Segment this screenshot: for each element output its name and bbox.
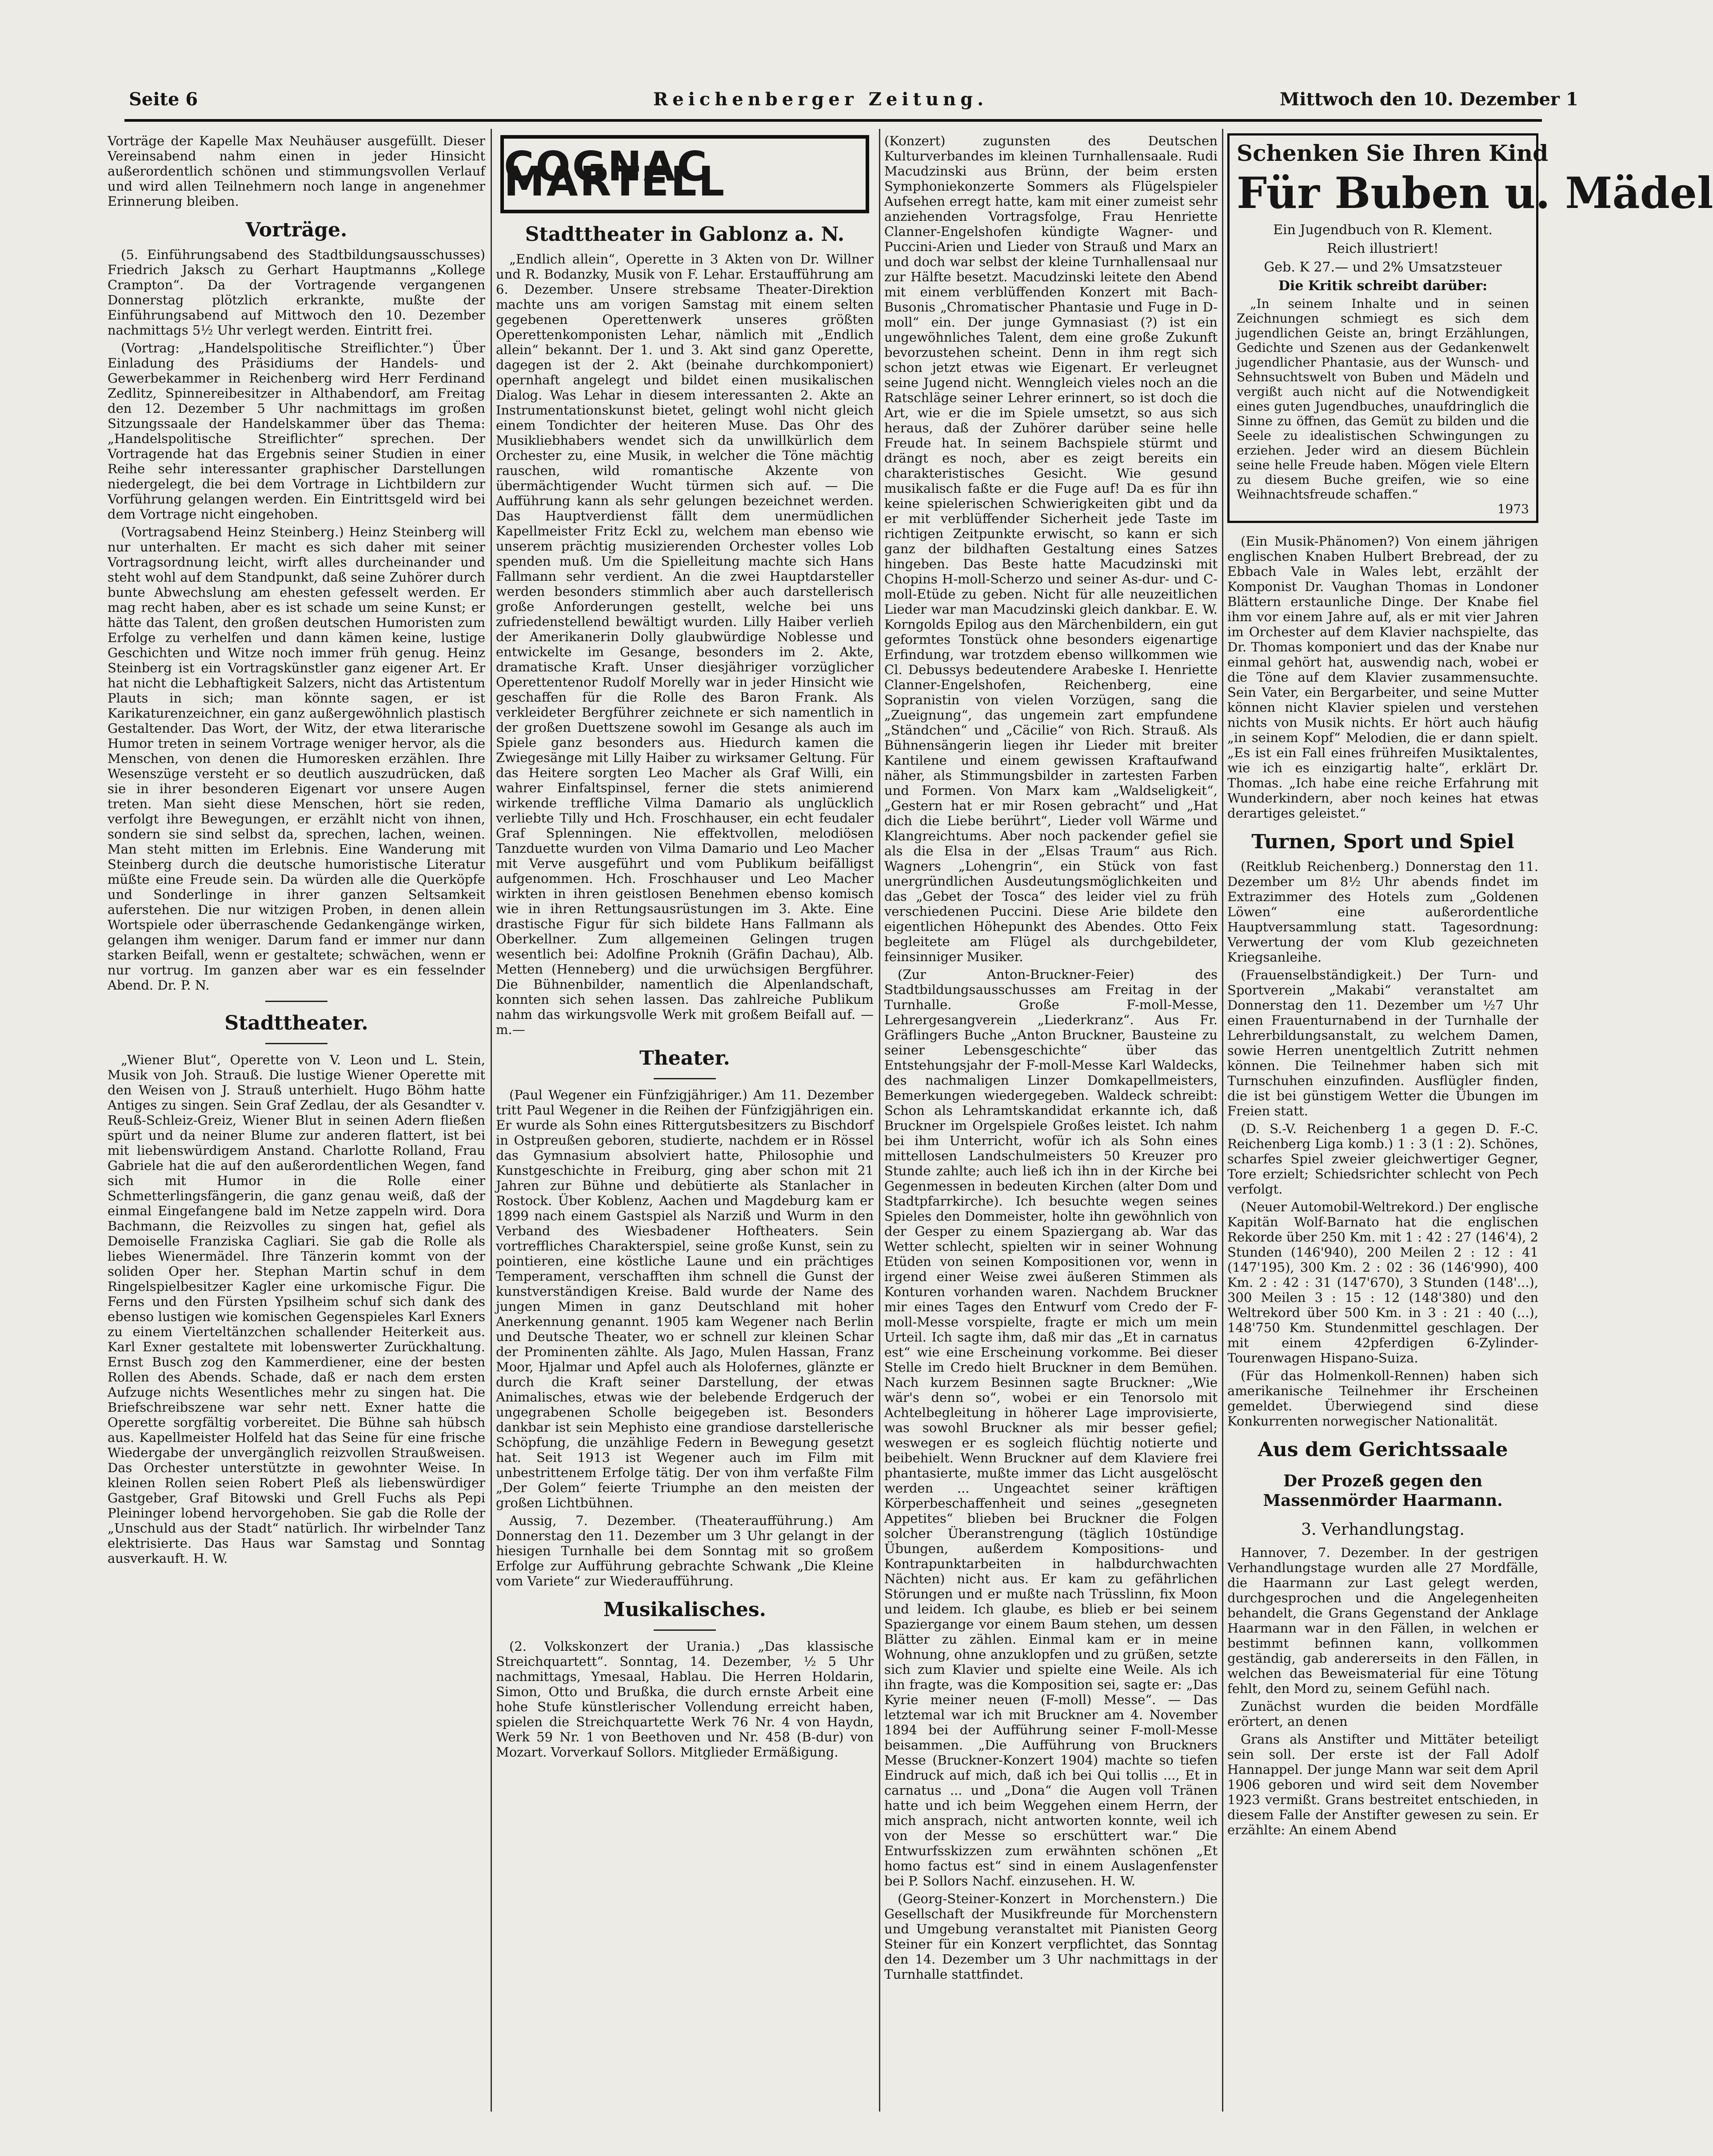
article-text: Hannover, 7. Dezember. In der gestrigen Verhandlungstage wurden alle 27 Mordfälle, die Haarmann zur Last gelegt werden, durchgesprochen und die Angelegenheiten behandelt, die Grans Gegenstand der Anklage Haarmann war in den Fällen, in welchen er bestimmt befinnen kann, vollkommen geständig, gab andererseits in den Fällen, in welchen das Beweismaterial für eine Tötung fehlt, den Mord zu, seinem Gefühl nach. [1227,1545,1538,1696]
article-text: (Paul Wegener ein Fünfzigjähriger.) Am 11. Dezember tritt Paul Wegener in die Reihen der Fünfzigjährigen ein. Er wurde als Sohn eines Rittergutsbesitzers zu Bischdorf in Ostpreußen geboren, studierte, nachdem er in Rössel das Gymnasium absolviert hatte, Philosophie und Kunstgeschichte in Freiburg, ging aber schon mit 21 Jahren zur Bühne und debütierte als Stanlacher in Rostock. Über Koblenz, Aachen und Magdeburg kam er 1899 nach einem Gastspiel als Narziß und Wurm in den Verband des Wiesbadener Hoftheaters. Sein vortreffliches Charakterspiel, seine große Kunst, sein zu pointieren, eine köstliche Laune und ein prächtiges Temperament, verschafften ihm schnell die Gunst der kunstverständigen Kreise. Bald wurde der Name des jungen Mimen in ganz Deutschland mit hoher Anerkennung genannt. 1905 kam Wegener nach Berlin und Deutsche Theater, wo er schnell zur kleinen Schar der Prominenten zählte. Als Jago, Mulen Hassan, Franz Moor, Hjalmar und Apfel auch als Holofernes, glänzte er durch die Kraft seiner Darstellung, der etwas Animalisches, etwas wie der belebende Erdgeruch der ungegrabenen Scholle beigegeben ist. Besonders dankbar ist sein Mephisto eine grandiose darstellerische Schöpfung, die unzählige Federn in Bewegung gesetzt hat. Seit 1913 ist Wegener auch im Film mit unbestrittenem Erfolge tätig. Der von ihm verfaßte Film „Der Golem“ feierte Triumphe an den meisten der großen Lichtbühnen. [496,1087,874,1510]
article-text: (Frauenselbständigkeit.) Der Turn- und Sportverein „Makabi“ veranstaltet am Donnerstag den 11. Dezember um ½7 Uhr einen Frauenturnabend in der Turnhalle der Lehrerbildungsanstalt, zu welchem Damen, sowie Herren unentgeltlich Zutritt nehmen können. Die Teilnehmer haben sich mit Turnschuhen einzufinden. Ausflügler finden, die ist bei günstigem Wetter die Übungen im Freien statt. [1227,967,1538,1118]
ad-title: Für Buben u. Mädel [1237,168,1713,218]
article-text: (Ein Musik-Phänomen?) Von einem jährigen englischen Knaben Hulbert Brebread, der zu Ebbach Vale in Wales lebt, erzählt der Komponist Dr. Vaughan Thomas in Londoner Blättern erstaunliche Dinge. Der Knabe fiel ihm vor einem Jahre auf, als er mit vier Jahren im Orchester auf dem Klavier nachspielte, das Dr. Thomas komponiert und das der Knabe nur einmal gehört hat, auswendig nach, wobei er die Töne auf dem Klavier zusammensuchte. Sein Vater, ein Bergarbeiter, und seine Mutter können nicht Klavier spielen und verstehen nichts von Musik nichts. Er hört auch häufig „in seinem Kopf“ Melodien, die er dann spielt. „Es ist ein Fall eines frühreifen Musiktalentes, wie ich es einzigartig halte“, erklärt Dr. Thomas. „Ich habe eine reiche Erfahrung mit Wunderkindern, aber noch keines hat etwas derartiges geleistet.“ [1227,534,1538,821]
article-text: Vorträge der Kapelle Max Neuhäuser ausgefüllt. Dieser Vereinsabend nahm einen in jeder Hinsicht außerordentlich schönen und stimmungsvollen Verlauf und wird allen Teilnehmern noch lange in angenehmer Erinnerung bleiben. [108,133,485,209]
page-number: Seite 6 [129,89,198,110]
cognac-martell-advertisement: COGNAC MARTELL [500,135,869,213]
ad-review: „In seinem Inhalte und in seinen Zeichnungen schmiegt es sich dem jugendlichen Geiste an, bringt Erzählungen, Gedichte und Szenen aus der Gedankenwelt jugendlicher Phantasie, aus der Wunsch- und Sehnsuchtswelt von Buben und Mädeln und vergißt auch nicht auf die Notwendigkeit eines guten Jugendbuches, unaufdringlich die Sinne zu öffnen, das Gemüt zu bilden und die Seele zu idealistischen Schwingungen zu erziehen. Jeder wird an diesem Büchlein seine helle Freude haben. Mögen viele Eltern zu diesem Buche greifen, wie so eine Weihnachtsfreude schaffen.“ [1237,296,1529,502]
article-text: (Zur Anton-Bruckner-Feier) des Stadtbildungsausschusses am Freitag in der Turnhalle. Große F-moll-Messe, Lehrergesangverein „Liederkranz“. Aus Fr. Gräflingers Buche „Anton Bruckner, Bausteine zu seiner Lebensgeschichte“ über das Entstehungsjahr der F-moll-Messe Karl Waldecks, des nachmaligen Linzer Domkapellmeisters, Bemerkungen wiedergegeben. Waldeck schreibt: Schon als Lehramtskandidat erkannte ich, daß Bruckner im Orgelspiele Großes leistet. Ich nahm bei ihm Unterricht, wofür ich als Sohn eines mittellosen Landschulmeisters 50 Kreuzer pro Stunde zahlte; auch ließ ich ihn in der Kirche bei Gegenmessen in bedeuten Kirchen (alter Dom und Stadtpfarrkirche). Ich besuchte wegen seines Spieles den Dommeister, holte ihn gewöhnlich von der Gesper zu einem Spaziergang ab. War das Wetter schlecht, spielten wir in seiner Wohnung Etüden von seinen Kompositionen vor, wenn in irgend einer Weise zwei äußeren Stimmen als Konturen vorhanden waren. Nachdem Bruckner mir eines Tages den Entwurf vom Credo der F-moll-Messe vorspielte, fragte er mich um mein Urteil. Ich sagte ihm, daß mir das „Et in carnatus est“ wie eine Erscheinung vorkomme. Bei dieser Stelle im Credo hielt Bruckner in dem Bemühen. Nach kurzem Besinnen sagte Bruckner: „Wie wär's denn so“, wobei er ein Tenorsolo mit Achtelbegleitung in höherer Lage improvisierte, was sowohl Bruckner als mir besser gefiel; weswegen er es sogleich flüchtig notierte und beibehielt. Wenn Bruckner auf dem Klaviere frei phantasierte, mußte immer das Licht ausgelöscht werden ... Ungeachtet seiner kräftigen Körperbeschaffenheit und seines „gesegneten Appetites“ blieben bei Bruckner die Folgen solcher Überanstrengung (täglich 10stündige Übungen, außerdem Kompositions- und Kontrapunktarbeiten in halbdurchwachten Nächten) nicht aus. Er kam zu gefährlichen Störungen und er mußte nach Trüsslinn, fix Moon und leidem. Ich glaube, es blieb er bei seinem Spaziergange vor einem Baum stehen, um dessen Blätter zu zählen. Einmal kam er in meine Wohnung, ohne anzuklopfen und zu grüßen, setzte sich zum Klavier und spielte eine Weile. Als ich ihn fragte, was die Komposition sei, sagte er: „Das Kyrie meiner neuen (F-moll) Messe“. — Das letztemal war ich mit Bruckner am 4. November 1894 bei der Aufführung seiner F-moll-Messe beisammen. „Die Aufführung von Bruckners Messe (Bruckner-Konzert 1904) machte so tiefen Eindruck auf mich, daß ich bei Qui tollis ..., Et in carnatus ... und „Dona“ die Augen voll Tränen hatte und ich beim Weggehen einem Herrn, der mich ansprach, nicht antworten konnte, weil ich von der Messe so erschüttert war.“ Die Entwurfsskizzen zum erwähnten schönen „Et homo factus est“ sind in einem Auslagenfenster bei P. Sollors Nachf. einzusehen. H. W. [884,967,1218,1888]
ad-code: 1973 [1497,502,1529,516]
issue-date: Mittwoch den 10. Dezember 1 [1280,89,1578,110]
ad-headline: Schenken Sie Ihren Kind [1237,140,1549,166]
divider [265,1001,327,1002]
section-heading-gerichtssaal: Aus dem Gerichtssaale [1258,1438,1508,1461]
header-rule [124,119,1542,122]
column-divider [879,129,880,2112]
article-text: Grans als Anstifter und Mittäter beteiligt sein soll. Der erste ist der Fall Adolf Hannappel. Der junge Mann war seit dem April 1906 geboren und wird seit dem November 1923 vermißt. Grans bestreitet entschieden, in diesem Falle der Anstifter gewesen zu sein. Er erzählte: An einem Abend [1227,1732,1538,1837]
article-text: (Reitklub Reichenberg.) Donnerstag den 11. Dezember um 8½ Uhr abends findet im Extrazimmer des Hotels zum „Goldenen Löwen“ eine außerordentliche Hauptversammlung statt. Tagesordnung: Verwertung der vom Klub gezeichneten Kriegsanleihe. [1227,859,1538,965]
divider [654,1629,716,1631]
article-text: „Wiener Blut“, Operette von V. Leon und L. Stein, Musik von Joh. Strauß. Die lustige Wiener Operette mit den Weisen von J. Strauß unterhielt. Hugo Böhm hatte Antiges zu singen. Sein Graf Zedlau, der als Gesandter v. Reuß-Schleiz-Greiz, Wiener Blut in seinen Adern fließen spürt und da neiner Blume zur anderen flattert, ist bei mit liebenswürdigem Anstand. Charlotte Rolland, Frau Gabriele hat die auf den außerordentlichen Wegen, fand sich mit Humor in die Rolle einer Schmetterlingsfängerin, die ganz genau weiß, daß der einmal Eingefangene bald im Netze zappeln wird. Dora Bachmann, die Reizvolles zu singen hat, gefiel als Demoiselle Franziska Cagliari. Sie gab die Rolle als liebes Wienermädel. Ihre Tänzerin kommt von der soliden Oper her. Stephan Martin schuf in dem Ringelspielbesitzer Kagler eine urkomische Figur. Die Ferns und den Fürsten Ypsilheim schuf sich dank des ebenso lustigen wie komischen Gegenspieles Karl Exners zu einem Vierteltänzchen schallender Heiterkeit aus. Karl Exner gestaltete mit lobenswerter Zurückhaltung. Ernst Busch zog den Kammerdiener, eine der besten Rollen des Abends. Schade, daß er nach dem ersten Aufzuge nichts Wesentliches mehr zu singen hat. Die Briefschreibszene war sehr nett. Exner hatte die Operette sorgfältig vorbereitet. Die Bühne sah hübsch aus. Kapellmeister Holfeld hat das Seine für eine frische Wiedergabe der unvergänglich reizvollen Straußweisen. Das Orchester unterstützte in gewohnter Weise. In kleinen Rollen seien Robert Pleß als liebenswürdiger Gastgeber, Graf Bitowski und Grell Fuchs als Pepi Pleininger lobend hervorgehoben. Sie gab die Rolle der „Unschuld aus der Stadt“ natürlich. Ihr wirbelnder Tanz elektrisierte. Das Haus war Samstag und Sonntag ausverkauft. H. W. [108,1052,485,1566]
article-text: (5. Einführungsabend des Stadtbildungsausschusses) Friedrich Jaksch zu Gerhart Hauptmanns „Kollege Crampton“. Da der Vortragende vergangenen Donnerstag plötzlich erkrankte, mußte der Einführungsabend auf Mittwoch den 10. Dezember nachmittags 5½ Uhr verlegt werden. Eintritt frei. [108,247,485,338]
section-heading-theater: Theater. [639,1047,730,1070]
article-text: (Vortragsabend Heinz Steinberg.) Heinz Steinberg will nur unterhalten. Er macht es sich daher mit seiner Vortragsordnung leicht, wirft alles durcheinander und steht wohl auf dem Standpunkt, daß seine Zuhörer durch bunte Abwechslung am ehesten gefesselt werden. Er mag recht haben, aber es ist schade um seine Kunst; er hätte das Talent, den großen deutschen Humoristen zum Erfolge zu verhelfen und dann kämen keine, lustige Geschichten und Witze noch immer früh genug. Heinz Steinberg ist ein Vortragskünstler ganz eigener Art. Er hat nicht die Lebhaftigkeit Salzers, nicht das Artistentum Plauts in sich; man könnte sagen, er ist Karikaturenzeichner, ein ganz außergewöhnlich plastisch Gestaltender. Das Wort, der Witz, der etwa literarische Humor treten in seinem Vortrage weniger hervor, als die Menschen, von denen die Humoresken erzählen. Ihre Wesenszüge versteht er so deutlich auszudrücken, daß sie in ihrer besonderen Eigenart vor unsere Augen treten. Man sieht diese Menschen, hört sie reden, verfolgt ihre Bewegungen, er erzählt nicht von ihnen, sondern sie sind selbst da, sprechen, lachen, weinen. Man steht mitten im Erlebnis. Eine Wanderung mit Steinberg durch die deutsche humoristische Literatur müßte eine Freude sein. Da würden alle die Querköpfe und Sonderlinge in ihrer ganzen Seltsamkeit auferstehen. Die nur witzigen Proben, in denen allein Wortspiele oder überraschende Gedankengänge wirken, gelangen ihm weniger. Darum fand er immer nur dann starken Beifall, wenn er gestaltete; schwächen, wenn er nur vortrug. Im ganzen aber war es ein fesselnder Abend. Dr. P. N. [108,524,485,993]
section-heading-musikalisches: Musikalisches. [603,1598,767,1621]
divider [654,1078,716,1079]
ad-price: Geb. K 27.— und 2% Umsatzsteuer [1264,260,1502,275]
section-heading-vortraege: Vorträge. [245,219,347,241]
ad-illustrated: Reich illustriert! [1327,241,1439,256]
article-text: (Georg-Steiner-Konzert in Morchenstern.) Die Gesellschaft der Musikfreunde für Morchenstern und Umgebung veranstaltet mit Pianisten Georg Steiner für ein Konzert verpflichtet, das Sonntag den 14. Dezember um 3 Uhr nachmittags in der Turnhalle stattfindet. [884,1891,1218,1982]
divider [265,1043,327,1044]
article-text: (Konzert) zugunsten des Deutschen Kulturverbandes im kleinen Turnhallensaale. Rudi Macudzinski aus Brünn, der beim ersten Symphoniekonzerte Sommers als Flügelspieler Aufsehen erregt hatte, kam mit einer zumeist sehr anziehenden Vortragsfolge, Frau Henriette Clanner-Engelshofen kündigte Wagner- und Puccini-Arien und Lieder von Strauß und Marx an und doch war selbst der kleine Turnhallensaal nur zur Hälfte besetzt. Macudzinski leitete den Abend mit einem verblüffenden Konzert mit Bach-Busonis „Chromatischer Phantasie und Fuge in D-moll“ ein. Der junge Gymnasiast (?) ist ein ungewöhnliches Talent, dem eine große Zukunft bevorzustehen scheint. Denn in ihm regt sich schon jetzt etwas wie Eigenart. Er verleugnet seine Jugend nicht. Wenngleich vieles noch an die Ratschläge seiner Lehrer erinnert, so ist doch die Art, wie er die im Spiele umsetzt, so aus sich heraus, daß der Zuhörer darüber seine helle Freude hat. In seinem Bachspiele stürmt und drängt es noch, aber es zeigt bereits ein charakteristisches Gesicht. Wie gesund musikalisch faßte er die Fuge auf! Da es für ihn keine spielerischen Schwierigkeiten gibt und da er mit verblüffender Sicherheit jede Taste im richtigen Zeitpunkte erwischt, so kann er sich ganz der bildhaften Gestaltung eines Satzes hingeben. Das Beste hatte Macudzinski mit Chopins H-moll-Scherzo und seiner As-dur- und C-moll-Etüde zu geben. Nicht für alle neuzeitlichen Lieder war man Macudzinski gleich dankbar. E. W. Korngolds Epilog aus den Märchenbildern, ein gut geformtes Tonstück ohne besonders eigenartige Erfindung, war trotzdem ebenso willkommen wie Cl. Debussys bedeutendere Arabeske I. Henriette Clanner-Engelshofen, Reichenberg, eine Sopranistin von vielen Vorzügen, sang die „Zueignung“, das ungemein zart empfundene „Ständchen“ und „Cäcilie“ von Rich. Strauß. Als Bühnensängerin liegen ihr Lieder mit breiter Kantilene und einem gewissen Kraftaufwand näher, als Stimmungsbilder in zartesten Farben und Formen. Von Marx kam „Waldseligkeit“, „Gestern hat er mir Rosen gebracht“ und „Hat dich die Liebe berührt“, Lieder voll Wärme und Klangreichtums. Aber noch packender gefiel sie als die Elsa in der „Elsas Traum“ aus Rich. Wagners „Lohengrin“, ein Stück von fast unergründlichen Ausdeutungsmöglichkeiten und das „Gebet der Tosca“ des leider viel zu früh verschiedenen Puccini. Diese Arie bildete den eigentlichen Höhepunkt des Abendes. Otto Feix begleitete am Flügel als durchgebildeter, feinsinniger Musiker. [884,133,1218,964]
column-2 [496,133,874,2129]
section-heading-sport: Turnen, Sport und Spiel [1251,830,1514,853]
column-3 [884,133,1218,2129]
article-text: Zunächst wurden die beiden Mordfälle erörtert, an denen [1227,1699,1538,1729]
column-divider [491,129,492,2112]
article-heading-haarmann: Der Prozeß gegen den Massenmörder Haarmann. [1263,1472,1503,1510]
article-text: (D. S.-V. Reichenberg 1 a gegen D. F.-C. Reichenberg Liga komb.) 1 : 3 (1 : 2). Schönes, scharfes Spiel zweier gleichwertiger Gegner, Tore erzielt; Schiedsrichter schlecht von Pech verfolgt. [1227,1121,1538,1197]
article-text: „Endlich allein“, Operette in 3 Akten von Dr. Willner und R. Bodanzky, Musik von F. Lehar. Erstaufführung am 6. Dezember. Unsere strebsame Theater-Direktion machte uns am vorigen Samstag mit einem selten gegebenen Operettenwerk unseres größten Operettenkomponisten Lehar, nämlich mit „Endlich allein“ bekannt. Der 1. und 3. Akt sind ganz Operette, dagegen ist der 2. Akt (beinahe durchkomponiert) opernhaft angelegt und bildet einen musikalischen Dialog. Was Lehar in diesem interessanten 2. Akte an Instrumentationskunst bietet, gelingt wohl nicht gleich einem Tondichter der heiteren Muse. Das Ohr des Musikliebhabers wendet sich da unwillkürlich dem Orchester zu, eine Musik, in welcher die Töne mächtig rauschen, wild romantische Akzente von übermächtigender Wucht türmen sich auf. — Die Aufführung kann als sehr gelungen bezeichnet werden. Das Hauptverdienst fällt dem unermüdlichen Kapellmeister Fritz Eckl zu, welchem man ebenso wie unserem prächtig musizierenden Orchester volles Lob spenden muß. Um die Spielleitung machte sich Hans Fallmann sehr verdient. An die zwei Hauptdarsteller werden besonders stimmlich aber auch darstellerisch große Anforderungen gestellt, welche bei uns zufriedenstellend bewältigt wurden. Lilly Haiber verlieh der Amerikanerin Dolly glaubwürdige Noblesse und entwickelte im Gesange, besonders im 2. Akte, dramatische Kraft. Unser diesjähriger vorzüglicher Operettentenor Rudolf Morelly war in jeder Hinsicht wie geschaffen für die Rolle des Baron Frank. Als verkleideter Bergführer zeichnete er sich namentlich in der großen Duettszene sowohl im Gesange als auch im Spiele ganz besonders aus. Hiedurch kamen die Zwiegesänge mit Lilly Haiber zu wirksamer Geltung. Für das Heitere sorgten Leo Macher als Graf Willi, ein wahrer Einfaltspinsel, ferner die stets animierend wirkende treffliche Vilma Damario als unglücklich verliebte Tilly und Hch. Froschhauser, ein echt feudaler Graf Splenningen. Nie effektvollen, melodiösen Tanzduette wurden von Vilma Damario und Leo Macher mit Verve ausgeführt und vom Publikum beifälligst aufgenommen. Hch. Froschhauser und Leo Macher wirkten in ihren geistlosen Benehmen ebenso komisch wie in ihren Rettungsausrüstungen im 3. Akte. Eine drastische Figur für sich bildete Hans Fallmann als Oberkellner. Zum allgemeinen Gelingen trugen wesentlich bei: Adolfine Proknih (Gräfin Dachau), Alb. Metten (Henneberg) und die urwüchsigen Bergführer. Die Bühnenbilder, namentlich die Alpenlandschaft, konnten sich sehen lassen. Das zahlreiche Publikum nahm das wirkungsvolle Werk mit großem Beifall auf. —m.— [496,252,874,1037]
article-text: (2. Volkskonzert der Urania.) „Das klassische Streichquartett“. Sonntag, 14. Dezember, ½ 5 Uhr nachmittags, Ymesaal, Hablau. Die Herren Holdarin, Simon, Otto und Brußka, die durch ernste Arbeit eine hohe Stufe künstlerischer Vollendung erreicht haben, spielen die Streichquartette Werk 76 Nr. 4 von Haydn, Werk 59 Nr. 1 von Beethoven und Nr. 458 (B-dur) von Mozart. Vorverkauf Sollors. Mitglieder Ermäßigung. [496,1639,874,1760]
ad-author: Ein Jugendbuch von R. Klement. [1273,222,1493,238]
column-divider [1222,129,1223,2112]
column-4 [1227,133,1713,2129]
article-text: Aussig, 7. Dezember. (Theateraufführung.) Am Donnerstag den 11. Dezember um 3 Uhr gelangt in der hiesigen Turnhalle bei dem Sonntag mit so großem Erfolge zur Aufführung gebrachte Schwank „Die Kleine vom Variete“ zur Wiederaufführung. [496,1513,874,1589]
article-text: (Neuer Automobil-Weltrekord.) Der englische Kapitän Wolf-Barnato hat die englischen Rekorde über 250 Km. mit 1 : 42 : 27 (146'4), 2 Stunden (146'940), 200 Meilen 2 : 12 : 41 (147'195), 300 Km. 2 : 02 : 36 (146'990), 400 Km. 2 : 42 : 31 (147'670), 3 Stunden (148'...), 300 Meilen 3 : 15 : 12 (148'380) und den Weltrekord über 500 Km. in 3 : 21 : 40 (...), 148'750 Km. Stundenmittel geschlagen. Der mit einem 42pferdigen 6-Zylinder-Tourenwagen Hispano-Suiza. [1227,1199,1538,1365]
article-subheading: 3. Verhandlungstag. [1301,1521,1465,1539]
section-heading-stadttheater: Stadttheater. [224,1012,368,1034]
section-heading-gablonz: Stadttheater in Gablonz a. N. [525,223,845,246]
article-text: (Für das Holmenkoll-Rennen) haben sich amerikanische Teilnehmer ihr Erscheinen gemeldet. Überwiegend sind diese Konkurrenten norwegischer Nationalität. [1227,1368,1538,1429]
newspaper-title: Reichenberger Zeitung. [653,89,988,110]
ad-review-heading: Die Kritik schreibt darüber: [1278,278,1488,294]
book-advertisement [1227,133,1713,523]
page-header [0,0,1578,133]
article-text: (Vortrag: „Handelspolitische Streiflichter.“) Über Einladung des Präsidiums der Handels- und Gewerbekammer in Reichenberg wird Herr Ferdinand Zedlitz, Spinnereibesitzer in Althabendorf, am Freitag den 12. Dezember 5 Uhr nachmittags im großen Sitzungssaale der Handelskammer über das Thema: „Handelspolitische Streiflichter“ sprechen. Der Vortragende hat das Ergebnis seiner Studien in einer Reihe sehr interessanter graphischer Darstellungen niedergelegt, die bei dem Vortrage in Lichtbildern zur Vorführung gelangen werden. Ein Eintrittsgeld wird bei dem Vortrage nicht eingehoben. [108,340,485,522]
column-1 [108,133,485,2129]
